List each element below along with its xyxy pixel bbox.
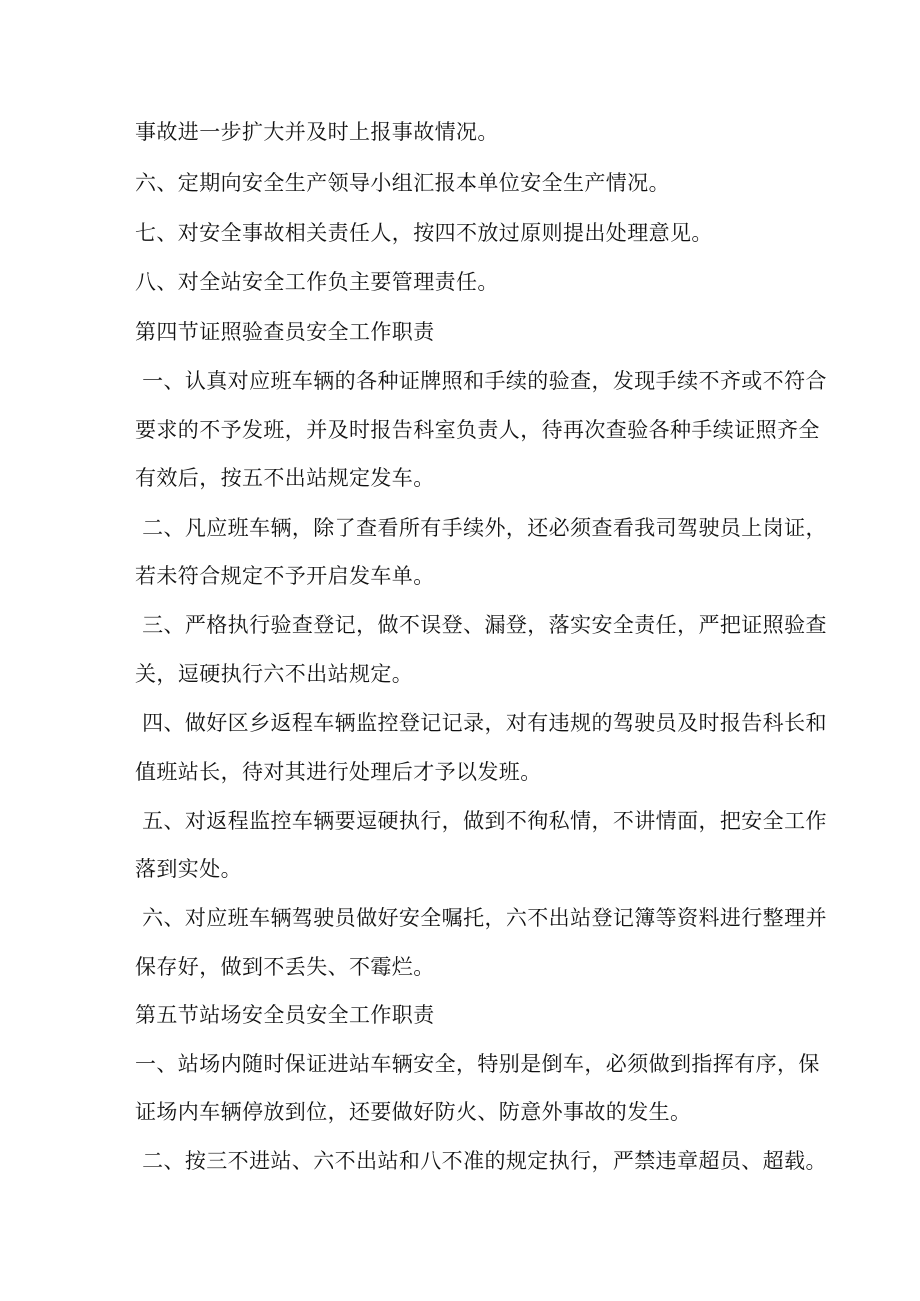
list-item: 八、对全站安全工作负主要管理责任。 — [135, 270, 499, 294]
text-line: 证场内车辆停放到位，还要做好防火、防意外事故的发生。 — [135, 1100, 692, 1124]
text-line: 保存好，做到不丢失、不霉烂。 — [135, 955, 435, 979]
list-item: 七、对安全事故相关责任人，按四不放过原则提出处理意见。 — [135, 221, 713, 245]
list-item: 四、做好区乡返程车辆监控登记记录，对有违规的驾驶员及时报告科长和 — [135, 711, 827, 735]
text-line: 若未符合规定不予开启发车单。 — [135, 564, 435, 588]
list-item: 三、严格执行验查登记，做不误登、漏登，落实安全责任，严把证照验查 — [135, 613, 827, 637]
text-line: 有效后，按五不出站规定发车。 — [135, 466, 435, 490]
section-heading: 第四节证照验查员安全工作职责 — [135, 320, 435, 344]
list-item: 一、认真对应班车辆的各种证牌照和手续的验查，发现手续不齐或不符合 — [135, 369, 827, 393]
text-line: 要求的不予发班，并及时报告科室负责人，待再次查验各种手续证照齐全 — [135, 418, 820, 442]
text-line: 事故进一步扩大并及时上报事故情况。 — [135, 120, 499, 144]
list-item: 六、定期向安全生产领导小组汇报本单位安全生产情况。 — [135, 171, 670, 195]
text-line: 落到实处。 — [135, 857, 242, 881]
section-heading: 第五节站场安全员安全工作职责 — [135, 1003, 435, 1027]
list-item: 五、对返程监控车辆要逗硬执行，做到不徇私情，不讲情面，把安全工作 — [135, 809, 827, 833]
list-item: 一、站场内随时保证进站车辆安全，特别是倒车，必须做到指挥有序，保 — [135, 1052, 820, 1076]
text-line: 值班站长，待对其进行处理后才予以发班。 — [135, 760, 542, 784]
list-item: 二、按三不进站、六不出站和八不准的规定执行，严禁违章超员、超载。 — [135, 1149, 827, 1173]
list-item: 二、凡应班车辆，除了查看所有手续外，还必须查看我司驾驶员上岗证， — [135, 516, 827, 540]
text-line: 关，逗硬执行六不出站规定。 — [135, 662, 414, 686]
list-item: 六、对应班车辆驾驶员做好安全嘱托，六不出站登记簿等资料进行整理并 — [135, 906, 827, 930]
